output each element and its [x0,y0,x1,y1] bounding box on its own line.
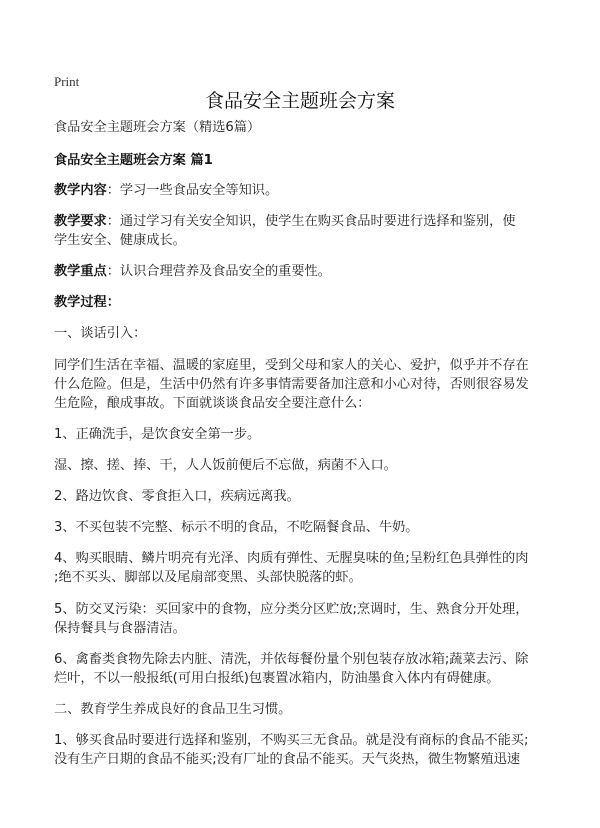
requirement-text: 学生安全、健康成长。 [54,233,186,248]
paragraph-line: 6、禽畜类食物先除去内脏、清洗，并依每餐份量个别包装存放冰箱;蔬菜去污、除 [54,652,529,667]
item-3 [54,518,554,537]
paragraph-line: 3、不买包装不完整、标示不明的食品，不吃隔餐食品、牛奶。 [54,520,419,535]
part1-text: 一、谈话引入： [54,326,147,341]
paragraph-line: 没有生产日期的食品不能买;没有厂址的食品不能买。天气炎热，微生物繁殖迅速 [54,752,521,767]
teaching-content [54,181,554,200]
subtitle-text: 食品安全主题班会方案（精选6篇） [54,120,261,135]
teaching-requirement [54,212,554,250]
part2-item-1 [54,731,554,769]
part1-heading [54,324,554,343]
print-link[interactable]: Print [54,74,80,89]
intro-paragraph [54,356,554,413]
focus-label: 教学重点 [54,264,107,279]
paragraph-line: 烂叶，不以一般报纸(可用白报纸)包裹置冰箱内，防油墨食入体内有碍健康。 [54,671,500,686]
focus-text: ：认识合理营养及食品安全的重要性。 [106,264,331,279]
paragraph-line: 保持餐具与食器清洁。 [54,621,186,636]
content-label: 教学内容 [54,183,107,198]
requirement-label: 教学要求 [54,214,107,229]
paragraph-line: ;绝不买头、脚部以及尾扇部变黑、头部快脱落的虾。 [54,570,362,585]
page-title: 食品安全主题班会方案 [204,90,395,112]
process-heading [54,293,554,312]
paragraph-line: 4、购买眼睛、鳞片明亮有光泽、肉质有弹性、无腥臭味的鱼;呈粉红色具弹性的肉 [54,551,529,566]
paragraph-line: 1、够买食品时要进行选择和鉴别，不购买三无食品。就是没有商标的食品不能买; [54,733,529,748]
item-2 [54,487,554,506]
paragraph-line: 湿、擦、搓、捧、干，人人饭前便后不忘做，病菌不入口。 [54,458,397,473]
item-6 [54,650,554,688]
section-heading-text: 食品安全主题班会方案 篇1 [54,153,213,168]
process-label: 教学过程： [54,295,120,310]
section-heading [54,151,554,170]
content-text: ：学习一些食品安全等知识。 [106,183,279,198]
part2-heading [54,700,554,719]
item-5 [54,600,554,638]
paragraph-line: 生危险，酿成事故。下面就谈谈食品安全要注意什么： [54,396,371,411]
paragraph-line: 什么危险。但是，生活中仍然有许多事情需要备加注意和小心对待，否则很容易发 [54,377,529,392]
requirement-text: ：通过学习有关安全知识，使学生在购买食品时要进行选择和鉴别，使 [106,214,516,229]
paragraph-line: 同学们生活在幸福、温暖的家庭里，受到父母和家人的关心、爱护，似乎并不存在 [54,358,529,373]
subtitle [54,118,554,137]
paragraph-line: 5、防交叉污染：买回家中的食物，应分类分区贮放;烹调时，生、熟食分开处理， [54,602,529,617]
paragraph-line: 2、路边饮食、零食拒入口，疾病远离我。 [54,489,300,504]
teaching-focus [54,262,554,281]
item-4 [54,549,554,587]
item-1-detail [54,456,554,475]
paragraph-line: 1、正确洗手，是饮食安全第一步。 [54,427,261,442]
item-1 [54,425,554,444]
part2-text: 二、教育学生养成良好的食品卫生习惯。 [54,702,292,717]
